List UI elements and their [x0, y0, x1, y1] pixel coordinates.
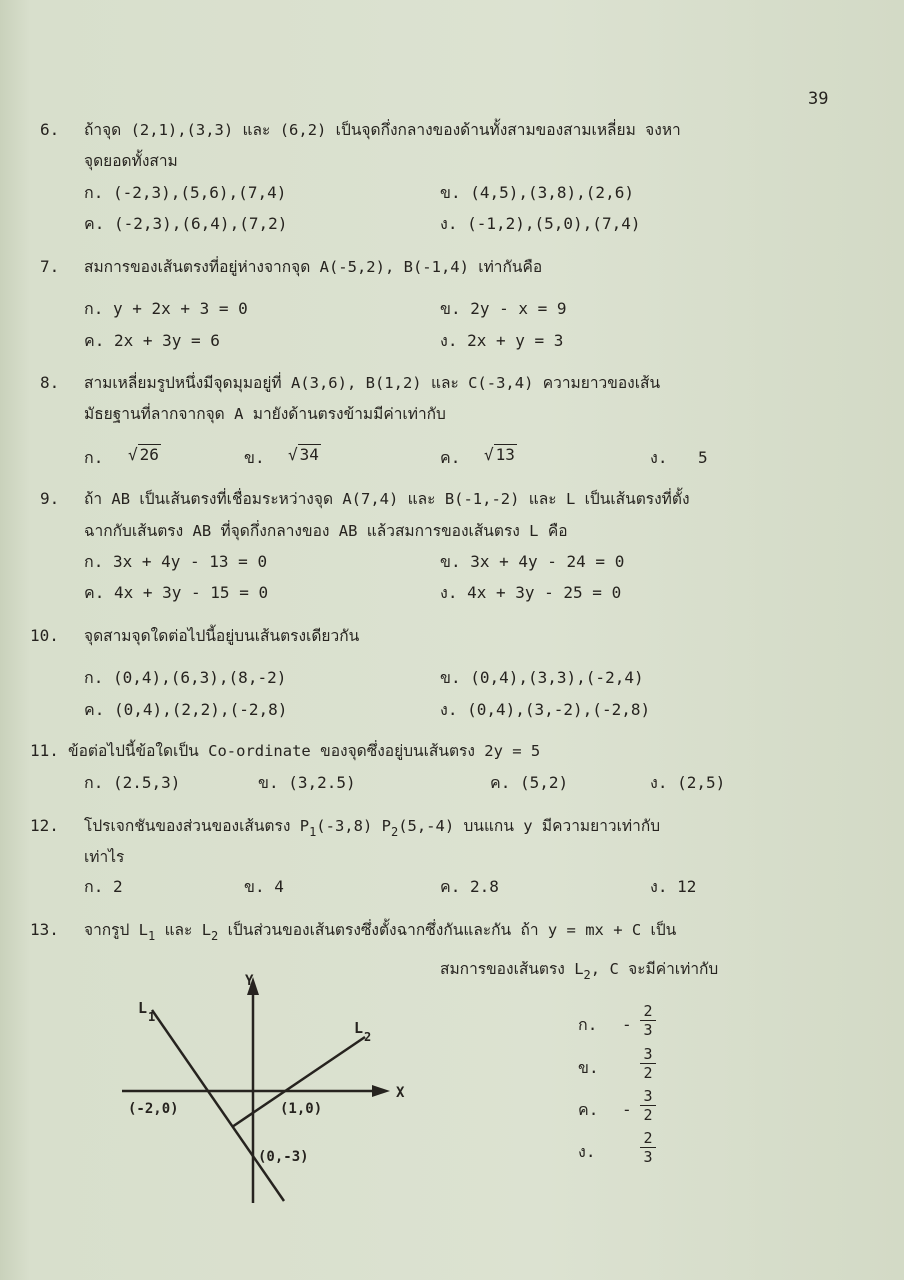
- option-c-label: ค.: [440, 448, 461, 467]
- question-text-line2: จุดยอดทั้งสาม: [84, 152, 178, 170]
- option-fraction: 2 3: [640, 1003, 656, 1038]
- question-text-line2: มัธยฐานที่ลากจากจุด A มายังด้านตรงข้ามมีค่าเท่ากับ: [84, 405, 446, 423]
- x-axis-arrow: [372, 1085, 390, 1097]
- option-a: ก. (0,4),(6,3),(8,-2): [84, 668, 287, 687]
- question-number: 11.: [30, 741, 59, 760]
- point-label-0-neg3: (0,-3): [258, 1149, 309, 1165]
- question-number: 8.: [40, 373, 60, 392]
- question-text: สามเหลี่ยมรูปหนึ่งมีจุดมุมอยู่ที่ A(3,6), B(1,2) และ C(-3,4) ความยาวของเส้น: [84, 374, 661, 392]
- option-d: ง. (2,5): [650, 773, 726, 792]
- option-d: ง. (-1,2),(5,0),(7,4): [440, 214, 641, 233]
- option-sign: -: [622, 1100, 632, 1119]
- option-fraction: 3 2: [640, 1046, 656, 1081]
- question-text: ข้อต่อไปนี้ข้อใดเป็น Co-ordinate ของจุดซึ่งอยู่บนเส้นตรง 2y = 5: [68, 742, 541, 760]
- coordinate-figure: [100, 965, 420, 1210]
- option-b: ข. 2y - x = 9: [440, 299, 567, 318]
- option-c: ค. (-2,3),(6,4),(7,2): [84, 214, 288, 233]
- question-number: 10.: [30, 626, 59, 645]
- option-d: ง. 12: [650, 877, 697, 896]
- option-c: ค. 2.8: [440, 877, 499, 896]
- y-axis-label: Y: [245, 973, 254, 989]
- option-b: ข. (4,5),(3,8),(2,6): [440, 183, 634, 202]
- option-d: ง. 2x + y = 3: [440, 331, 564, 350]
- question-number: 9.: [40, 489, 60, 508]
- option-a: ก. 2: [84, 877, 123, 896]
- question-text: โปรเจกชันของส่วนของเส้นตรง $P_1(-3,8)$ $P_2(5,-4)$ บนแกน y มีความยาวเท่ากับ: [84, 817, 661, 839]
- option-d: ง. 4x + 3y - 25 = 0: [440, 583, 622, 602]
- option-a: ก. 3x + 4y - 13 = 0: [84, 552, 268, 571]
- option-b: ข. (0,4),(3,3),(-2,4): [440, 668, 644, 687]
- question-text-line2: สมการของเส้นตรง $L_2$, C จะมีค่าเท่ากับ: [440, 960, 719, 982]
- option-d-label: ง.: [650, 448, 668, 467]
- question-text: จุดสามจุดใดต่อไปนี้อยู่บนเส้นตรงเดียวกัน: [84, 627, 360, 645]
- option-b: ข. 4: [244, 877, 284, 896]
- sqrt-sign: √: [288, 445, 298, 464]
- option-a: ก. (-2,3),(5,6),(7,4): [84, 183, 287, 202]
- question-text-line2: เท่าไร: [84, 848, 125, 866]
- point-label-neg2-0: (-2,0): [128, 1101, 179, 1117]
- option-c-value: √ 13: [484, 445, 515, 464]
- option-b: ข. 3x + 4y - 24 = 0: [440, 552, 625, 571]
- l1-subscript: 1: [148, 1010, 156, 1024]
- option-label: ค.: [578, 1100, 599, 1119]
- sqrt-sign: √: [128, 445, 138, 464]
- question-text-line2: ฉากกับเส้นตรง AB ที่จุดกึ่งกลางของ AB แล้วสมการของเส้นตรง L คือ: [84, 522, 568, 540]
- option-d-value: 5: [698, 448, 708, 467]
- option-a: ก. y + 2x + 3 = 0: [84, 299, 248, 318]
- question-number: 7.: [40, 257, 60, 276]
- question-text: จากรูป $L_1$ และ $L_2$ เป็นส่วนของเส้นตรงซึ่งตั้งฉากซึ่งกันและกัน ถ้า y = mx + C เป็น: [84, 921, 677, 943]
- option-b: ข. (3,2.5): [258, 773, 356, 792]
- l2-subscript: 2: [364, 1030, 372, 1044]
- l2-label: L: [354, 1019, 364, 1037]
- option-c: ค. (5,2): [490, 773, 569, 792]
- sqrt-sign: √: [484, 445, 494, 464]
- option-a-value: √ 26: [128, 445, 159, 464]
- point-label-1-0: (1,0): [280, 1101, 323, 1117]
- option-label: ก.: [578, 1015, 598, 1034]
- question-text: ถ้า AB เป็นเส้นตรงที่เชื่อมระหว่างจุด A(7,4) และ B(-1,-2) และ L เป็นเส้นตรงที่ตั้ง: [84, 490, 690, 508]
- page-number: 39: [808, 89, 829, 109]
- option-c: ค. 4x + 3y - 15 = 0: [84, 583, 269, 602]
- question-number: 12.: [30, 816, 59, 835]
- option-c: ค. (0,4),(2,2),(-2,8): [84, 700, 288, 719]
- option-fraction: 3 2: [640, 1088, 656, 1123]
- question-number: 13.: [30, 920, 59, 939]
- option-d: ง. (0,4),(3,-2),(-2,8): [440, 700, 651, 719]
- option-c: ค. 2x + 3y = 6: [84, 331, 220, 350]
- question-number: 6.: [40, 120, 60, 139]
- x-axis-label: X: [396, 1085, 405, 1101]
- option-label: ง.: [578, 1142, 596, 1161]
- option-b-value: √ 34: [288, 445, 319, 464]
- question-text: ถ้าจุด (2,1),(3,3) และ (6,2) เป็นจุดกึ่งกลางของด้านทั้งสามของสามเหลี่ยม จงหา: [84, 121, 681, 139]
- option-label: ข.: [578, 1058, 599, 1077]
- option-b-label: ข.: [244, 448, 265, 467]
- option-sign: -: [622, 1015, 632, 1034]
- option-a-label: ก.: [84, 448, 104, 467]
- option-a: ก. (2.5,3): [84, 773, 181, 792]
- question-text: สมการของเส้นตรงที่อยู่ห่างจากจุด A(-5,2), B(-1,4) เท่ากันคือ: [84, 258, 543, 276]
- option-fraction: 2 3: [640, 1130, 656, 1165]
- l1-label: L: [138, 999, 148, 1017]
